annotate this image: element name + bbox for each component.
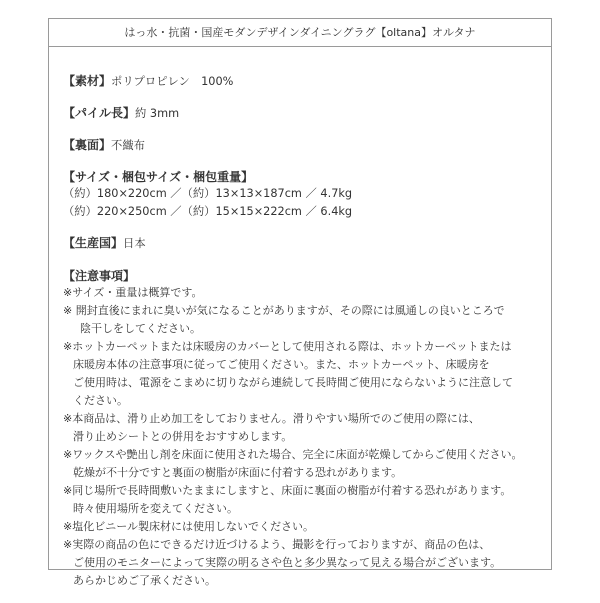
note-line: ※ 開封直後にまれに臭いが気になることがありますが、その際には風通しの良いところで xyxy=(63,304,505,317)
size-row-1: （約）180×220cm ／（約）13×13×187cm ／ 4.7kg xyxy=(63,187,353,200)
note-line: 床暖房本体の注意事項に従ってご使用ください。また、ホットカーペット、床暖房を xyxy=(73,358,490,371)
material-heading: 【素材】 xyxy=(63,74,112,88)
material-row xyxy=(63,73,233,90)
pile-value: 約 3mm xyxy=(135,107,180,120)
note-line: 滑り止めシートとの併用をおすすめします。 xyxy=(73,430,293,443)
note-line: ※塩化ビニール製床材には使用しないでください。 xyxy=(63,520,314,533)
backing-heading: 【裏面】 xyxy=(63,138,112,152)
backing-value: 不織布 xyxy=(111,139,145,152)
product-title: はっ水・抗菌・国産モダンデザインダイニングラグ【oltana】オルタナ xyxy=(49,19,551,47)
note-line: ※サイズ・重量は概算です。 xyxy=(63,286,203,299)
note-line: 時々使用場所を変えてください。 xyxy=(73,502,238,515)
pile-row xyxy=(63,105,179,122)
origin-heading: 【生産国】 xyxy=(63,236,124,250)
backing-row xyxy=(63,137,145,154)
sizes-heading: 【サイズ・梱包サイズ・梱包重量】 xyxy=(63,170,254,184)
note-line: ご使用のモニターによって実際の明るさや色と多少異なって見える場合がございます。 xyxy=(73,556,502,569)
origin-value: 日本 xyxy=(123,237,146,250)
size-row-2: （約）220×250cm ／（約）15×15×222cm ／ 6.4kg xyxy=(63,205,353,218)
note-line: 乾燥が不十分ですと裏面の樹脂が床面に付着する恐れがあります。 xyxy=(73,466,403,479)
note-line: ※ワックスや艶出し剤を床面に使用された場合、完全に床面が乾燥してからご使用ください。 xyxy=(63,448,523,461)
material-value: ポリプロピレン 100% xyxy=(111,75,234,88)
note-line: ※同じ場所で長時間敷いたままにしますと、床面に裏面の樹脂が付着する恐れがあります。 xyxy=(63,484,512,497)
note-line: ※ホットカーペットまたは床暖房のカバーとして使用される際は、ホットカーペットまたは xyxy=(63,340,512,353)
product-spec-card xyxy=(48,18,552,587)
notes-heading: 【注意事項】 xyxy=(63,269,136,283)
origin-row xyxy=(63,235,146,252)
note-line: ご使用時は、電源をこまめに切りながら連続して長時間ご使用にならないように注意して xyxy=(73,376,513,389)
note-line: ※本商品は、滑り止め加工をしておりません。滑りやすい場所でのご使用の際には、 xyxy=(63,412,480,425)
note-line: ください。 xyxy=(73,394,128,407)
note-line: ※実際の商品の色にできるだけ近づけるよう、撮影を行っておりますが、商品の色は、 xyxy=(63,538,491,551)
note-line: 陰干しをしてください。 xyxy=(80,322,201,335)
note-line: あらかじめご了承ください。 xyxy=(73,574,216,587)
pile-heading: 【パイル長】 xyxy=(63,106,136,120)
